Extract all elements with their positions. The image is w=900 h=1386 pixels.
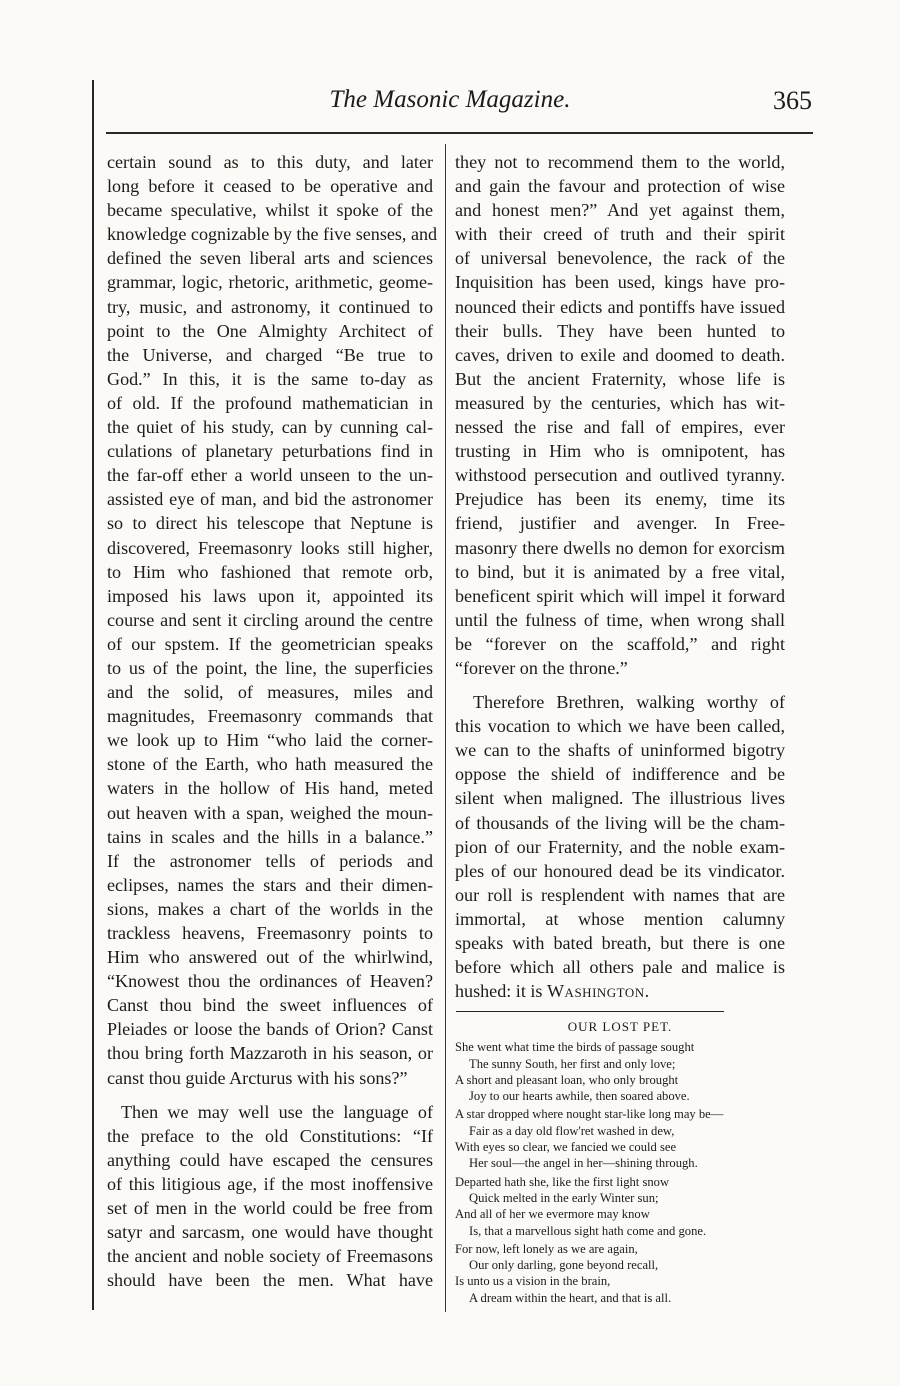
text-line: long before it ceased to be operative and [107,176,433,197]
text-line: we look up to Him “who laid the corner- [107,730,433,751]
text-line: imposed his laws upon it, appointed its [107,585,433,606]
text-line: measured by the centuries, which has wit- [455,392,785,413]
text-line: course and sent it circling around the centre [107,609,433,630]
text-line: this vocation to which we have been called, [455,716,785,737]
text-line: of thousands of the living will be the cham- [455,812,785,833]
text-line: they not to recommend them to the world, [455,152,785,172]
text-line: of this litigious age, if the most inoffensive [107,1173,433,1194]
text-line: of universal benevolence, the rack of the [455,248,785,269]
text-line: grammar, logic, rhetoric, arithmetic, geome- [107,272,433,293]
text-line: until the fulness of time, when wrong shall [455,609,785,630]
text-line: caves, driven to exile and doomed to death. [455,344,785,365]
text-line: and honest men?” And yet against them, [455,200,785,221]
text-line: canst thou guide Arcturus with his sons?” [107,1067,408,1088]
text-line: out heaven with a span, weighed the moun- [107,802,433,823]
poem-line: With eyes so clear, we fancied we could see [455,1140,677,1155]
text-line: magnitudes, Freemasonry commands that [107,706,433,727]
text-line: Canst thou bind the sweet influences of [107,995,433,1016]
text-line: culations of planetary peturbations find in [107,441,433,462]
text-line: before which all others pale and malice is [455,957,785,978]
poem-line: Departed hath she, like the first light snow [455,1174,670,1189]
poem-line: The sunny South, her first and only love; [469,1056,676,1071]
paragraph-gap [107,1090,433,1100]
text-line: to us of the point, the line, the superficies [107,657,433,678]
text-line: certain sound as to this duty, and later [107,152,433,172]
text-line: the quiet of his study, can by cunning cal- [107,417,433,438]
text-line: to Him who fashioned that remote orb, [107,561,433,582]
text-line: with their creed of truth and their spirit [455,224,785,245]
poem-line: Our only darling, gone beyond recall, [469,1258,659,1273]
text-line: But the ancient Fraternity, whose life is [455,368,785,389]
text-line: the Universe, and charged “Be true to [107,344,433,365]
text-line: their bulls. They have been hunted to [455,320,785,341]
text-line: oppose the shield of indifference and be [455,764,785,785]
text-line: the ancient and noble society of Freemasons [107,1246,433,1267]
poem-line: Is, that a marvellous sight hath come and gone. [469,1223,707,1238]
text-line: discovered, Freemasonry looks still higher, [107,537,433,558]
text-line: should have been the men. What have [107,1270,433,1291]
poem-line: Her soul—the angel in her—shining through. [469,1156,698,1171]
text-line: tains in scales and the hills in a balance.” [107,826,433,847]
text-line: beneficent spirit which will impel it forward [455,585,785,606]
text-line: God.” In this, it is the same to-day as [107,368,433,389]
text-line: stone of the Earth, who hath measured the [107,754,433,775]
text-line: be “forever on the scaffold,” and right [455,633,785,654]
poem-line: For now, left lonely as we are again, [455,1241,638,1256]
final-line-prefix: hushed: it is [455,981,547,1002]
poem-line: A short and pleasant loan, who only brought [455,1072,679,1087]
text-line: our roll is resplendent with names that are [455,884,785,905]
text-line: assisted eye of man, and bid the astronomer [107,489,433,510]
text-line: silent when maligned. The illustrious lives [455,788,785,809]
page-number: 365 [773,86,812,115]
text-line: defined the seven liberal arts and sciences [107,248,433,269]
text-line: anything could have escaped the censures [107,1149,433,1170]
text-line: Pleiades or loose the bands of Orion? Canst [107,1019,433,1040]
text-line: nounced their edicts and pontiffs have issued [455,296,785,317]
text-line: waters in the hollow of His hand, meted [107,778,433,799]
text-line: speaks with bated breath, but there is one [455,933,785,953]
text-line: and gain the favour and protection of wise [455,176,785,197]
text-line: knowledge cognizable by the five senses, and [107,224,438,245]
text-line: and the solid, of measures, miles and [107,682,433,703]
text-line: of old. If the profound mathematician in [107,392,433,413]
text-line: If the astronomer tells of periods and [107,850,433,871]
text-line: Therefore Brethren, walking worthy of [473,692,785,713]
right-column [455,150,785,1306]
text-line: try, music, and astronomy, it continued to [107,296,433,317]
text-line: sions, makes a chart of the worlds in the [107,898,433,919]
poem-line: She went what time the birds of passage sought [455,1040,695,1055]
poem-line: Fair as a day old flow'ret washed in dew, [469,1123,675,1138]
text-line: Then we may well use the language of [121,1101,433,1122]
running-title: The Masonic Magazine. [329,86,571,113]
text-line: eclipses, names the stars and their dimen- [107,874,433,895]
text-line: friend, justifier and avenger. In Free- [455,513,785,534]
text-line: ples of our honoured dead be its vindicator. [455,860,785,881]
text-line: satyr and sarcasm, one would have thought [107,1222,433,1243]
poem-line: A star dropped where nought star-like long may be— [455,1107,724,1122]
running-header [0,86,900,126]
column-divider [445,144,446,1312]
text-line: point to the One Almighty Architect of [107,320,433,341]
washington-name: Washington. [546,981,650,1002]
paragraph-gap [455,680,785,690]
text-line: set of men in the world could be free from [107,1198,433,1219]
text-line: pion of our Fraternity, and the noble exam- [455,836,785,857]
text-line: the preface to the old Constitutions: “If [107,1125,433,1146]
text-line: to bind, but it is animated by a free vital, [455,561,785,582]
text-line: we can to the shafts of uninformed bigotry [455,740,785,761]
poem-line: A dream within the heart, and that is all. [469,1290,672,1305]
text-line: the far-off ether a world unseen to the un- [107,465,433,486]
final-line [455,979,785,1003]
text-line: masonry there dwells no demon for exorcism [455,537,785,558]
right-paragraph-1 [455,150,785,680]
text-line: “forever on the throne.” [455,657,628,678]
poem-line: And all of her we evermore may know [455,1207,650,1222]
poem-title: OUR LOST PET. [567,1019,673,1035]
text-line: Him who answered out of the whirlwind, [107,947,433,968]
text-line: of our spstem. If the geometrician speaks [107,633,433,654]
poem-separator-rule [456,1011,724,1012]
left-paragraph-2 [107,1100,433,1293]
text-line: immortal, at whose mention calumny [455,908,785,929]
text-line: “Knowest thou the ordinances of Heaven? [107,971,433,992]
poem-line: Quick melted in the early Winter sun; [469,1190,659,1205]
text-line: nessed the rise and fall of empires, ever [455,417,785,438]
left-paragraph-1 [107,150,438,1090]
text-line: trackless heavens, Freemasonry points to [107,923,433,943]
text-line: so to direct his telescope that Neptune is [107,513,433,534]
text-line: Inquisition has been used, kings have pro- [455,272,785,293]
text-line: became speculative, whilst it spoke of the [107,200,433,221]
text-line: trusting in Him who is omnipotent, has [455,441,785,462]
header-rule [106,132,813,134]
poem-body [455,1039,785,1306]
text-line: thou bring forth Mazzaroth in his season, or [107,1043,433,1064]
poem-line: Is unto us a vision in the brain, [455,1274,611,1289]
binding-edge-line [92,80,94,1310]
text-line: withstood persecution and outlived tyranny. [455,465,785,486]
text-line: Prejudice has been its enemy, time its [455,489,785,510]
poem-line: Joy to our hearts awhile, then soared above. [469,1089,690,1104]
right-paragraph-2 [455,690,785,1003]
left-column [107,150,438,1292]
